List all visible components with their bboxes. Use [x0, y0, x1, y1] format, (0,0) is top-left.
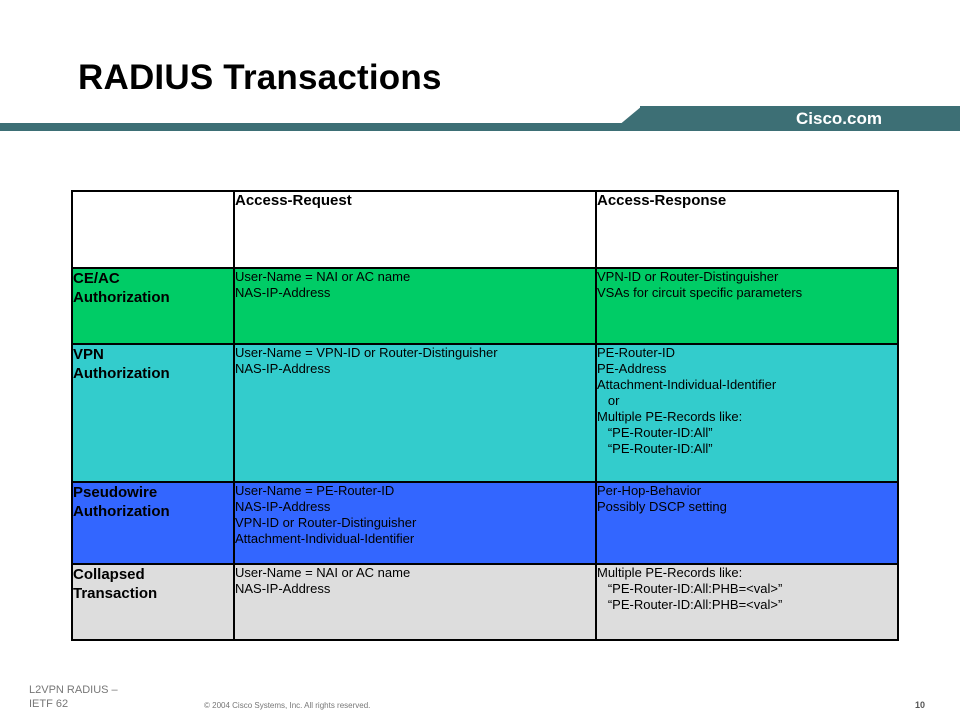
request-line: NAS-IP-Address	[235, 285, 331, 300]
row-label-line: Authorization	[73, 289, 170, 306]
request-line: User-Name = NAI or AC name	[235, 269, 411, 284]
response-cell	[596, 268, 898, 344]
request-cell	[234, 268, 596, 344]
footer-copyright: © 2004 Cisco Systems, Inc. All rights reserved.	[204, 701, 371, 710]
row-label-line: Authorization	[73, 365, 170, 382]
footer-line: IETF 62	[29, 698, 69, 710]
response-line: Per-Hop-Behavior	[597, 483, 702, 498]
header-accent-slant	[612, 106, 642, 131]
request-line: User-Name = PE-Router-ID	[235, 483, 395, 498]
response-cell	[596, 344, 898, 482]
row-label-line: Authorization	[73, 503, 170, 520]
request-line: User-Name = NAI or AC name	[235, 565, 411, 580]
response-line: “PE-Router-ID:All:PHB=<val>”	[597, 597, 783, 612]
row-label	[72, 482, 234, 564]
response-line: Multiple PE-Records like:	[597, 409, 743, 424]
footer-line: L2VPN RADIUS –	[29, 684, 118, 696]
response-line: or	[597, 393, 620, 408]
response-line: “PE-Router-ID:All”	[597, 425, 713, 440]
request-line: NAS-IP-Address	[235, 361, 331, 376]
cisco-logo-text: Cisco.com	[796, 109, 882, 128]
response-line: “PE-Router-ID:All:PHB=<val>”	[597, 581, 783, 596]
row-label	[72, 268, 234, 344]
header-cell-access-response: Access-Response	[596, 191, 898, 268]
response-line: Attachment-Individual-Identifier	[597, 377, 777, 392]
request-line: Attachment-Individual-Identifier	[235, 531, 415, 546]
page-number: 10	[915, 700, 926, 710]
request-cell	[234, 482, 596, 564]
request-line: NAS-IP-Address	[235, 499, 331, 514]
table-row-pseudowire-authorization	[72, 482, 898, 564]
request-line: User-Name = VPN-ID or Router-Distinguisher	[235, 345, 498, 360]
request-cell	[234, 344, 596, 482]
footer-presentation-label	[29, 683, 118, 711]
table-row-vpn-authorization	[72, 344, 898, 482]
radius-transactions-table	[71, 190, 899, 641]
response-line: VSAs for circuit specific parameters	[597, 285, 803, 300]
response-line: PE-Address	[597, 361, 667, 376]
request-line: NAS-IP-Address	[235, 581, 331, 596]
table-row-collapsed-transaction	[72, 564, 898, 640]
row-label	[72, 344, 234, 482]
header-cell-access-request: Access-Request	[234, 191, 596, 268]
response-cell	[596, 564, 898, 640]
response-line: Multiple PE-Records like:	[597, 565, 743, 580]
response-line: VPN-ID or Router-Distinguisher	[597, 269, 779, 284]
row-label-line: Pseudowire	[73, 484, 158, 501]
request-line: VPN-ID or Router-Distinguisher	[235, 515, 417, 530]
response-cell	[596, 482, 898, 564]
header-cell-empty	[72, 191, 234, 268]
row-label-line: Collapsed	[73, 566, 145, 583]
row-label	[72, 564, 234, 640]
table-row-ce-ac-authorization	[72, 268, 898, 344]
row-label-line: CE/AC	[73, 270, 120, 287]
header-accent-bar	[0, 123, 640, 131]
table-header-row	[72, 191, 898, 268]
response-line: “PE-Router-ID:All”	[597, 441, 713, 456]
slide-title: RADIUS Transactions	[78, 58, 442, 97]
response-line: PE-Router-ID	[597, 345, 676, 360]
row-label-line: VPN	[73, 346, 104, 363]
response-line: Possibly DSCP setting	[597, 499, 727, 514]
row-label-line: Transaction	[73, 585, 158, 602]
request-cell	[234, 564, 596, 640]
